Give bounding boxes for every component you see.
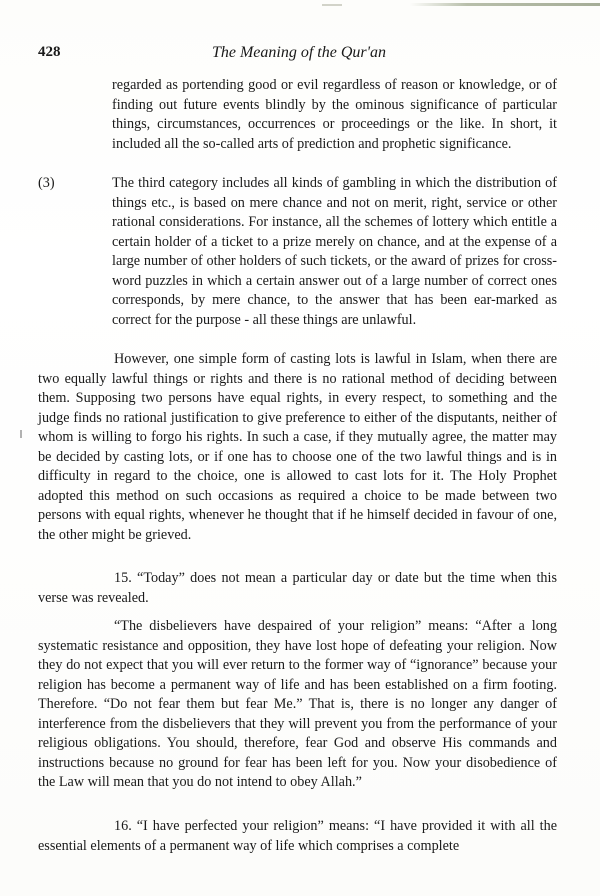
paragraph-casting-lots: However, one simple form of casting lots is lawful in Islam, when there are two equally lawful things or rights and there is no rational method of deciding between them. Supposing two persons have equal rights, in every respect, to something and the judge finds no rational justification to give preference to either of the disputants, neither of whom is willing to forgo his rights. In such a case, if they mutually agree, the matter may be decided by casting lots, or if one has to choose one of the two lawful things and is in difficulty in regard to the choice, one is allowed to cast lots for it. The Holy Prophet adopted this method on such occasions as required a choice to be made between two persons with equal rights, whenever he thought that if he himself decided in favour of one, the other might be grieved.: [38, 351, 557, 543]
page-header: [38, 44, 560, 64]
running-title: The Meaning of the Qur'an: [211, 44, 387, 61]
paragraph-disbelievers: “The disbelievers have despaired of your religion” means: “After a long systematic resistance and opposition, they have lost hope of defeating your religion. Now they do not expect that you will ever return to the former way of “ignorance” because your religion has become a permanent way of life and has been established on a firm footing. Therefore. “Do not fear them but fear Me.” That is, there is no longer any danger of interference from the disbelievers that they will prevent you from the performance of your religious obligations. You should, therefore, fear God and observe His commands and instructions because no ground for fear has been left for you. Now your disobedience of the Law will mean that you do not intend to obey Allah.”: [38, 618, 557, 790]
note-15: 15. “Today” does not mean a particular day or date but the time when this verse was revealed.: [38, 570, 557, 606]
list-marker: (3): [38, 175, 55, 191]
note-16: 16. “I have perfected your religion” means: “I have provided it with all the essential elements of a permanent way of life which comprises a complete: [38, 818, 557, 854]
list-item-text: The third category includes all kinds of gambling in which the distribution of things etc., is based on mere chance and not on merit, right, service or other rational considerations. For instance, all the schemes of lottery which entitle a certain holder of a ticket to a prize merely on chance, and at the expense of a large number of other holders of such tickets, or the award of prizes for cross-word puzzles in which a certain answer out of a large number of correct ones corresponds, by mere chance, to the answer that has been ear-marked as correct for the purpose - all these things are unlawful.: [112, 175, 557, 328]
margin-mark: [20, 430, 22, 438]
scan-mark: [322, 4, 342, 6]
scan-edge-line: [410, 3, 600, 6]
paragraph-continuation: regarded as portending good or evil regardless of reason or knowledge, or of finding out future events blindly by the ominous significance of particular things, circumstances, occurrences or proceedings or the like. In short, it included all the so-called arts of prediction and prophetic significance.: [112, 77, 557, 152]
page-number: 428: [38, 44, 61, 60]
